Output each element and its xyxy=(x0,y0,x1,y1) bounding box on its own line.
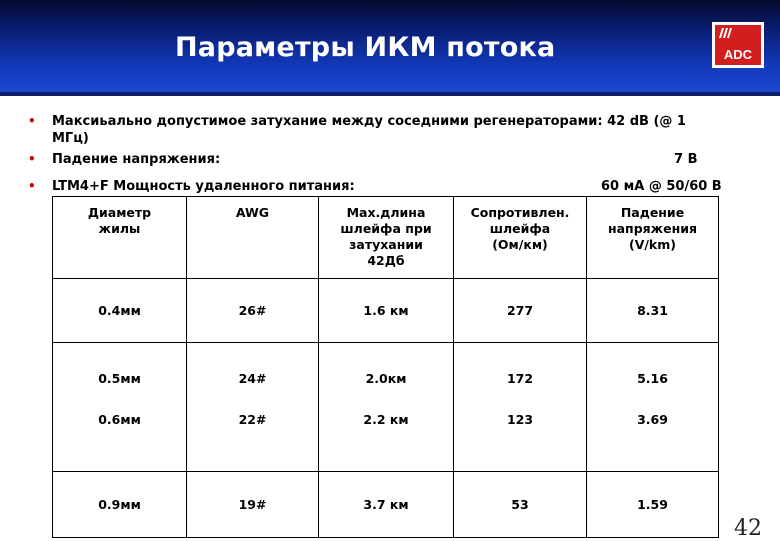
cell-voltage-drop: 5.16 3.69 xyxy=(587,343,719,471)
table-row xyxy=(53,343,719,471)
bullet-remote-power xyxy=(28,178,758,195)
bullet-text: Максиьально допустимое затухание между соседними регенераторами: 42 dB (@ 1 xyxy=(52,114,686,129)
svg-text:ADC: ADC xyxy=(723,47,753,62)
cell-max-length: 3.7 км xyxy=(319,471,454,537)
cell-max-length: 2.0км 2.2 км xyxy=(319,343,454,471)
page-number: 42 xyxy=(734,516,762,541)
cell-voltage-drop: 1.59 xyxy=(587,471,719,537)
cell-awg: 26# xyxy=(187,279,319,343)
cell-resistance: 172 123 xyxy=(454,343,587,471)
bullet-text: LTM4+F Мощность удаленного питания: xyxy=(52,179,355,194)
bullet-marker: • xyxy=(28,179,36,193)
bullet-text-continued: МГц) xyxy=(52,131,89,146)
header-diameter: Диаметр жилы xyxy=(53,197,187,279)
header-voltage-drop: Падение напряжения (V/km) xyxy=(587,197,719,279)
table-row xyxy=(53,279,719,343)
cell-voltage-drop: 8.31 xyxy=(587,279,719,343)
header-awg: AWG xyxy=(187,197,319,279)
bullet-max-attenuation xyxy=(28,113,758,147)
bullet-text: Падение напряжения: xyxy=(52,152,221,167)
header-max-length: Max.длина шлейфа при затухании 42Дб xyxy=(319,197,454,279)
bullet-marker: • xyxy=(28,114,36,128)
table-row xyxy=(53,471,719,537)
table-header-row xyxy=(53,197,719,279)
cell-awg: 19# xyxy=(187,471,319,537)
cell-diameter: 0.4мм xyxy=(53,279,187,343)
cell-diameter: 0.9мм xyxy=(53,471,187,537)
cell-resistance: 53 xyxy=(454,471,587,537)
header-resistance: Сопротивлен. шлейфа (Ом/км) xyxy=(454,197,587,279)
bullet-marker: • xyxy=(28,152,36,166)
adc-logo xyxy=(712,22,764,68)
bullet-value: 60 мА @ 50/60 В xyxy=(601,179,722,194)
bullet-voltage-drop xyxy=(28,151,758,168)
cell-resistance: 277 xyxy=(454,279,587,343)
bullet-value: 7 В xyxy=(674,152,698,167)
header-divider xyxy=(0,92,780,96)
cell-max-length: 1.6 км xyxy=(319,279,454,343)
cell-diameter: 0.5мм 0.6мм xyxy=(53,343,187,471)
cell-awg: 24# 22# xyxy=(187,343,319,471)
cable-parameters-table xyxy=(52,196,719,538)
slide-title: Параметры ИКМ потока xyxy=(175,32,556,63)
